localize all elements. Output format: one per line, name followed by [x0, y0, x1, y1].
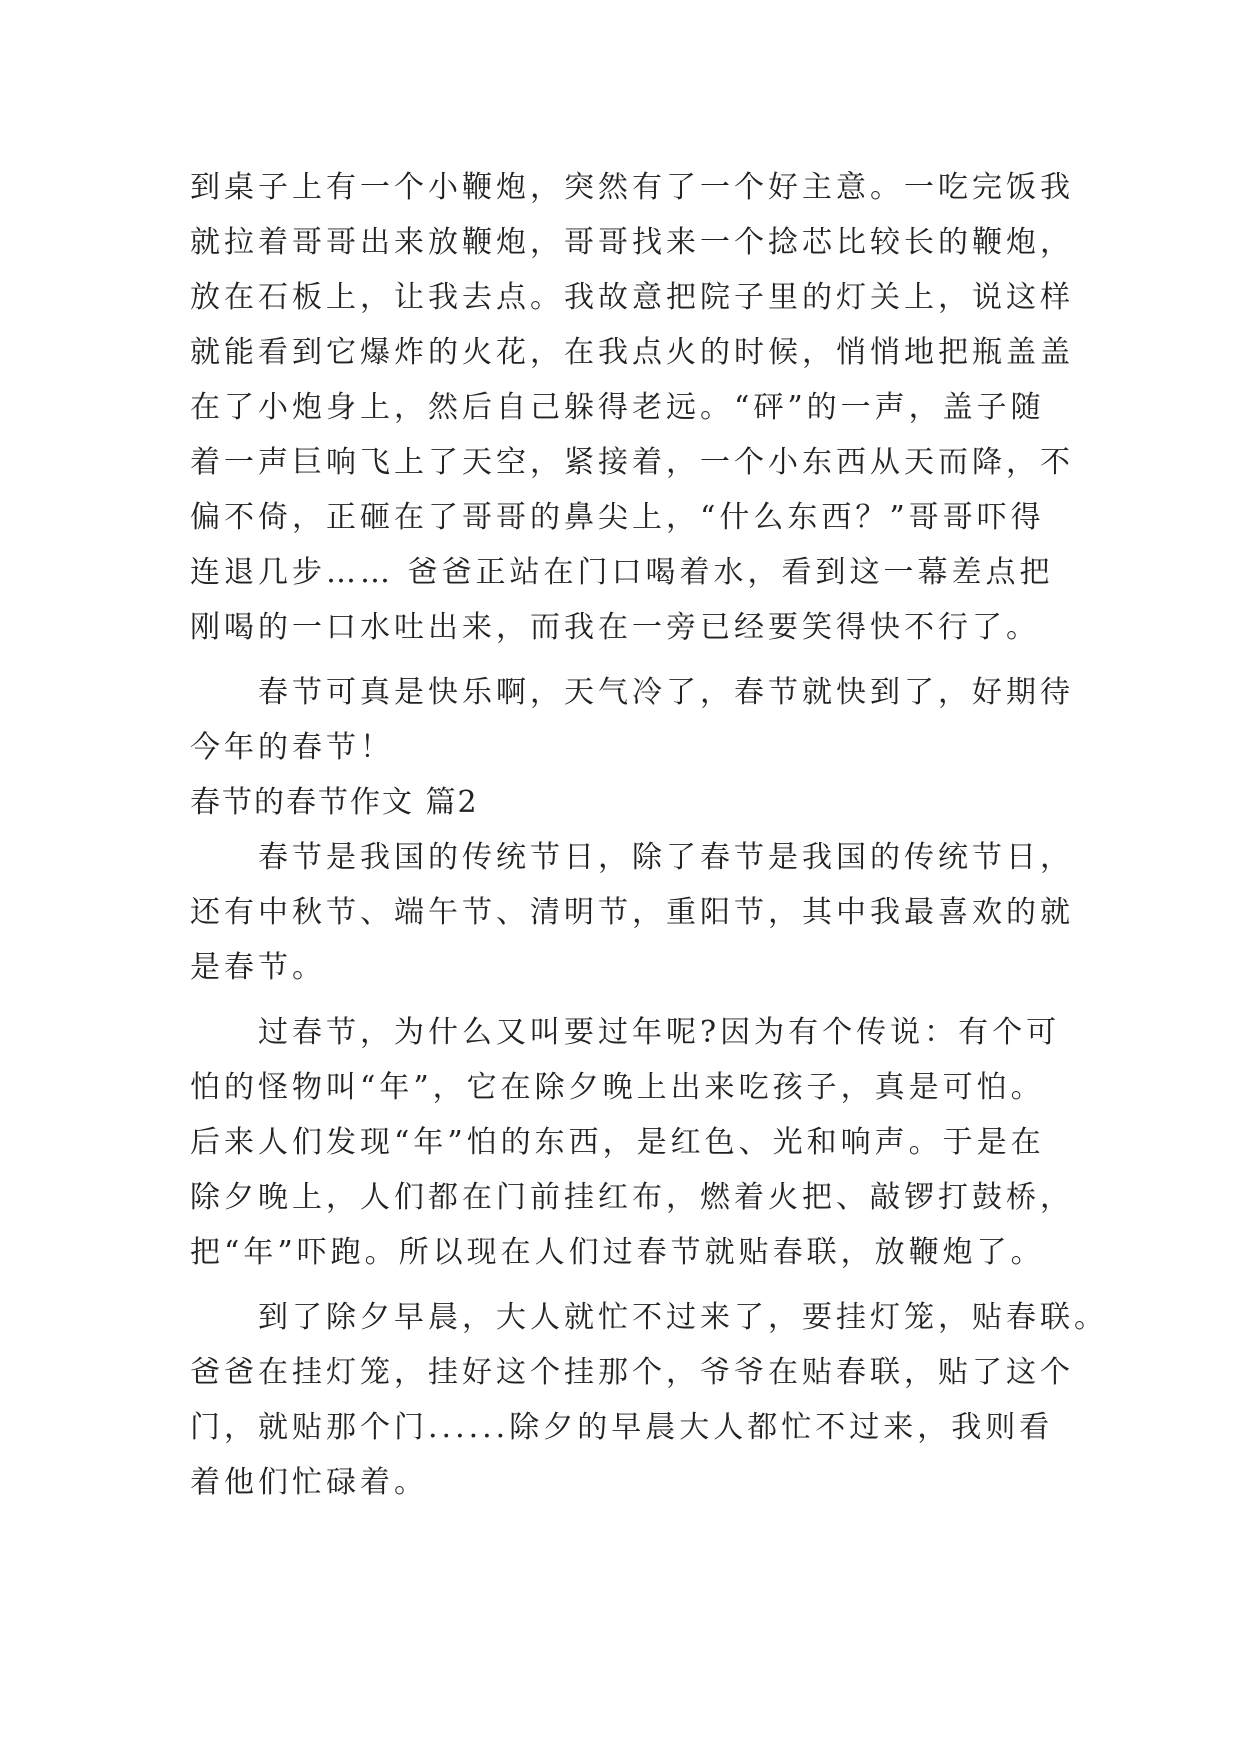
paragraph-gap — [190, 1280, 1070, 1290]
text-line: 除夕晚上，人们都在门前挂红布，燃着火把、敲锣打鼓桥， — [190, 1180, 1074, 1215]
paragraph-3 — [190, 1290, 1108, 1510]
closing-paragraph — [190, 665, 1074, 775]
text-line: 到了除夕早晨，大人就忙不过来了，要挂灯笼，贴春联。 — [258, 1300, 1108, 1335]
text-line: 今年的春节！ — [190, 730, 394, 765]
text-line: 着一声巨响飞上了天空，紧接着，一个小东西从天而降，不 — [190, 445, 1074, 480]
continued-paragraph — [190, 160, 1074, 655]
text-line: 着他们忙碌着。 — [190, 1465, 428, 1500]
text-line: 在了小炮身上，然后自己躲得老远。“砰”的一声，盖子随 — [190, 390, 1045, 425]
text-line: 偏不倚，正砸在了哥哥的鼻尖上，“什么东西？”哥哥吓得 — [190, 500, 1045, 535]
text-line: 后来人们发现“年”怕的东西，是红色、光和响声。于是在 — [190, 1125, 1045, 1160]
text-line: 爸爸在挂灯笼，挂好这个挂那个，爷爷在贴春联，贴了这个 — [190, 1355, 1074, 1390]
text-line: 春节是我国的传统节日，除了春节是我国的传统节日， — [258, 840, 1074, 875]
text-line: 到桌子上有一个小鞭炮，突然有了一个好主意。一吃完饭我 — [190, 170, 1074, 205]
text-line: 放在石板上，让我去点。我故意把院子里的灯关上，说这样 — [190, 280, 1074, 315]
text-line: 连退几步…… 爸爸正站在门口喝着水，看到这一幕差点把 — [190, 555, 1054, 590]
paragraph-2 — [190, 1005, 1074, 1280]
text-line: 是春节。 — [190, 950, 326, 985]
text-line: 就能看到它爆炸的火花，在我点火的时候，悄悄地把瓶盖盖 — [190, 335, 1074, 370]
text-line: 刚喝的一口水吐出来，而我在一旁已经要笑得快不行了。 — [190, 610, 1040, 645]
text-line: 怕的怪物叫“年”，它在除夕晚上出来吃孩子，真是可怕。 — [190, 1070, 1045, 1105]
text-line: 把“年”吓跑。所以现在人们过春节就贴春联，放鞭炮了。 — [190, 1235, 1045, 1270]
text-line: 还有中秋节、端午节、清明节，重阳节，其中我最喜欢的就 — [190, 895, 1074, 930]
text-line: 春节可真是快乐啊，天气冷了，春节就快到了，好期待 — [258, 675, 1074, 710]
paragraph-gap — [190, 655, 1070, 665]
section-heading: 春节的春节作文 篇2 — [190, 785, 479, 820]
document-body — [190, 160, 1108, 1510]
text-line: 就拉着哥哥出来放鞭炮，哥哥找来一个捻芯比较长的鞭炮， — [190, 225, 1074, 260]
paragraph-gap — [190, 995, 1070, 1005]
text-line: 过春节，为什么又叫要过年呢?因为有个传说：有个可 — [258, 1015, 1061, 1050]
paragraph-1 — [190, 830, 1074, 995]
text-line: 门，就贴那个门......除夕的早晨大人都忙不过来，我则看 — [190, 1410, 1054, 1445]
